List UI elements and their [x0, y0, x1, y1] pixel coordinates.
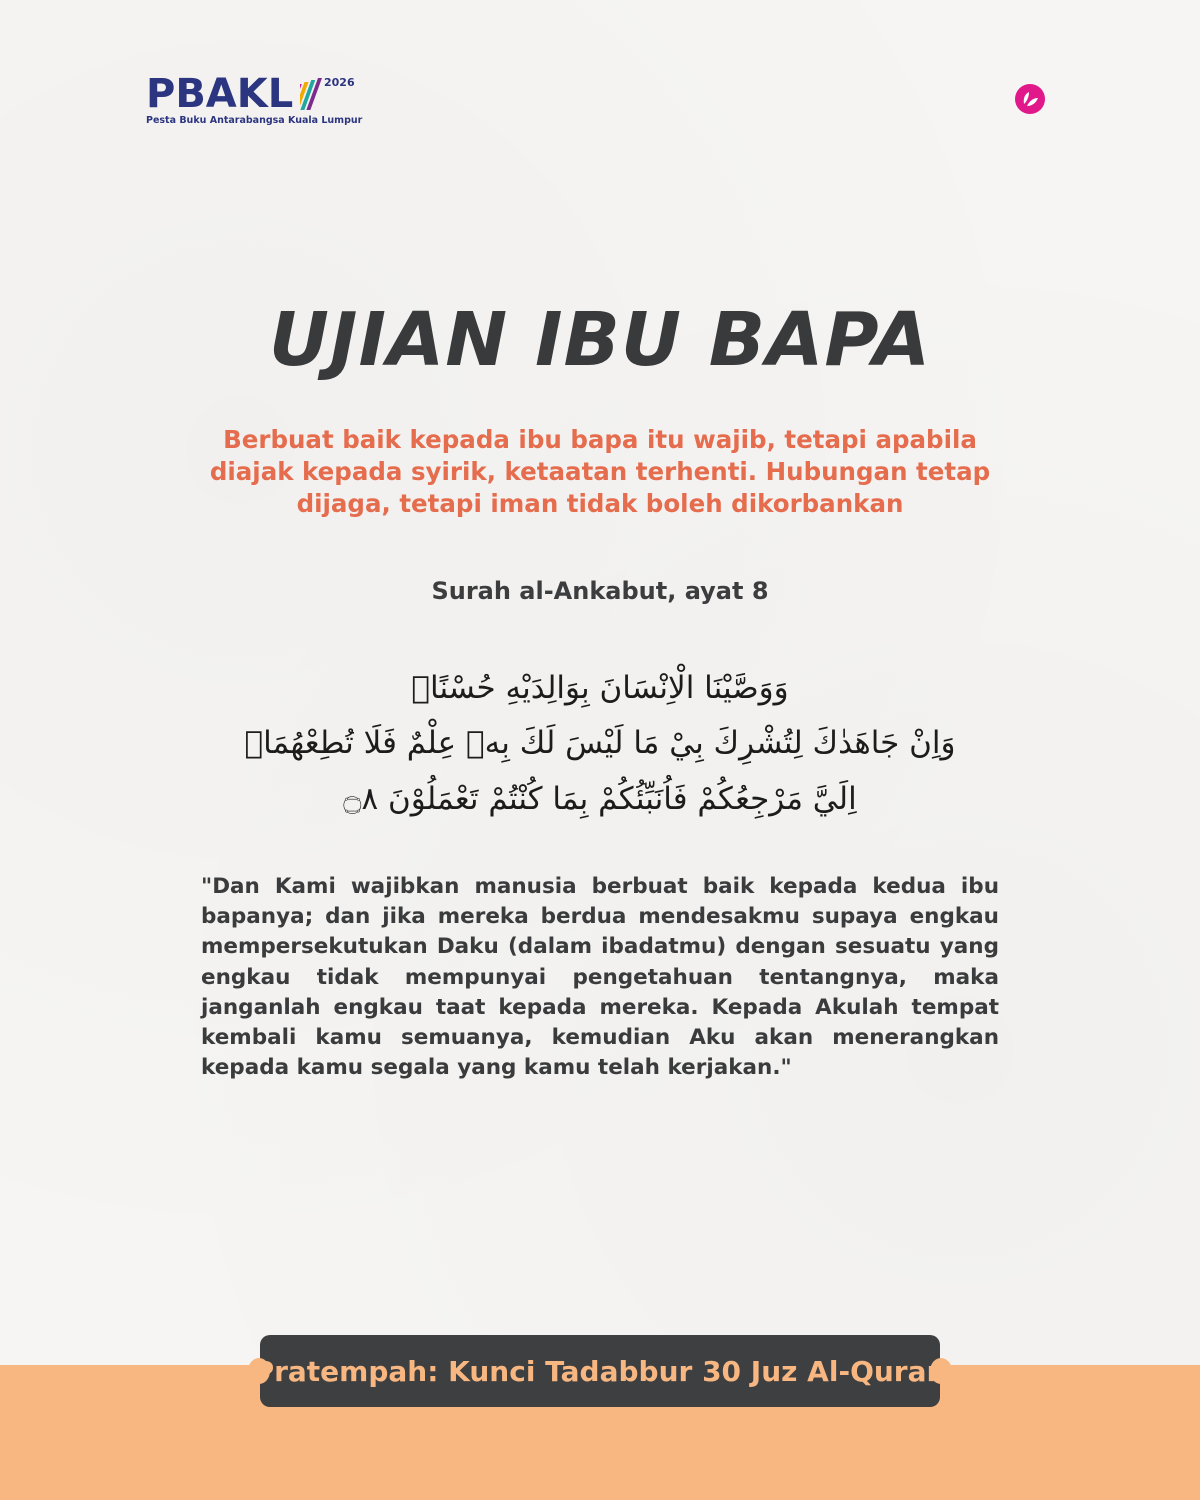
logo-wordmark: PBAKL	[146, 71, 294, 117]
arabic-verse-line: وَاِنْ جَاهَدٰكَ لِتُشْرِكَ بِيْ مَا لَيْسَ لَكَ بِهٖ عِلْمٌ فَلَا تُطِعْهُمَاۗ	[244, 725, 956, 761]
logo-book-stripes-icon	[300, 78, 322, 110]
arabic-verse-line: وَوَصَّيْنَا الْاِنْسَانَ بِوَالِدَيْهِ حُسْنًاۗ	[411, 670, 789, 706]
surah-reference: Surah al-Ankabut, ayat 8	[431, 577, 769, 605]
footer-banner-label[interactable]: Pratempah: Kunci Tadabbur 30 Juz Al-Quran	[253, 1354, 947, 1388]
logo-tagline: Pesta Buku Antarabangsa Kuala Lumpur	[146, 115, 363, 126]
logo-year: 2026	[324, 76, 355, 89]
publisher-leaf-icon	[1015, 84, 1045, 114]
page-title: UJIAN IBU BAPA	[268, 297, 932, 383]
arabic-verse-line: اِلَيَّ مَرْجِعُكُمْ فَاُنَبِّئُكُمْ بِمَا كُنْتُمْ تَعْمَلُوْنَ ۝٨	[343, 781, 857, 817]
pbakl-logo	[146, 71, 363, 130]
verse-translation: "Dan Kami wajibkan manusia berbuat baik kepada kedua ibu bapanya; dan jika mereka berdua mendesakmu supaya engkau mempersekutukan Daku (dalam ibadatmu) dengan sesuatu yang engkau tidak mempunyai pengetahuan tentangnya, maka janganlah engkau taat kepada mereka. Kepada Akulah tempat kembali kamu semuanya, kemudian Aku akan menerangkan kepada kamu segala yang kamu telah kerjakan."	[201, 874, 999, 1081]
subtitle: Berbuat baik kepada ibu bapa itu wajib, tetapi apabila diajak kepada syirik, ketaatan terhenti. Hubungan tetap dijaga, tetapi iman tidak boleh dikorbankan	[209, 425, 991, 518]
